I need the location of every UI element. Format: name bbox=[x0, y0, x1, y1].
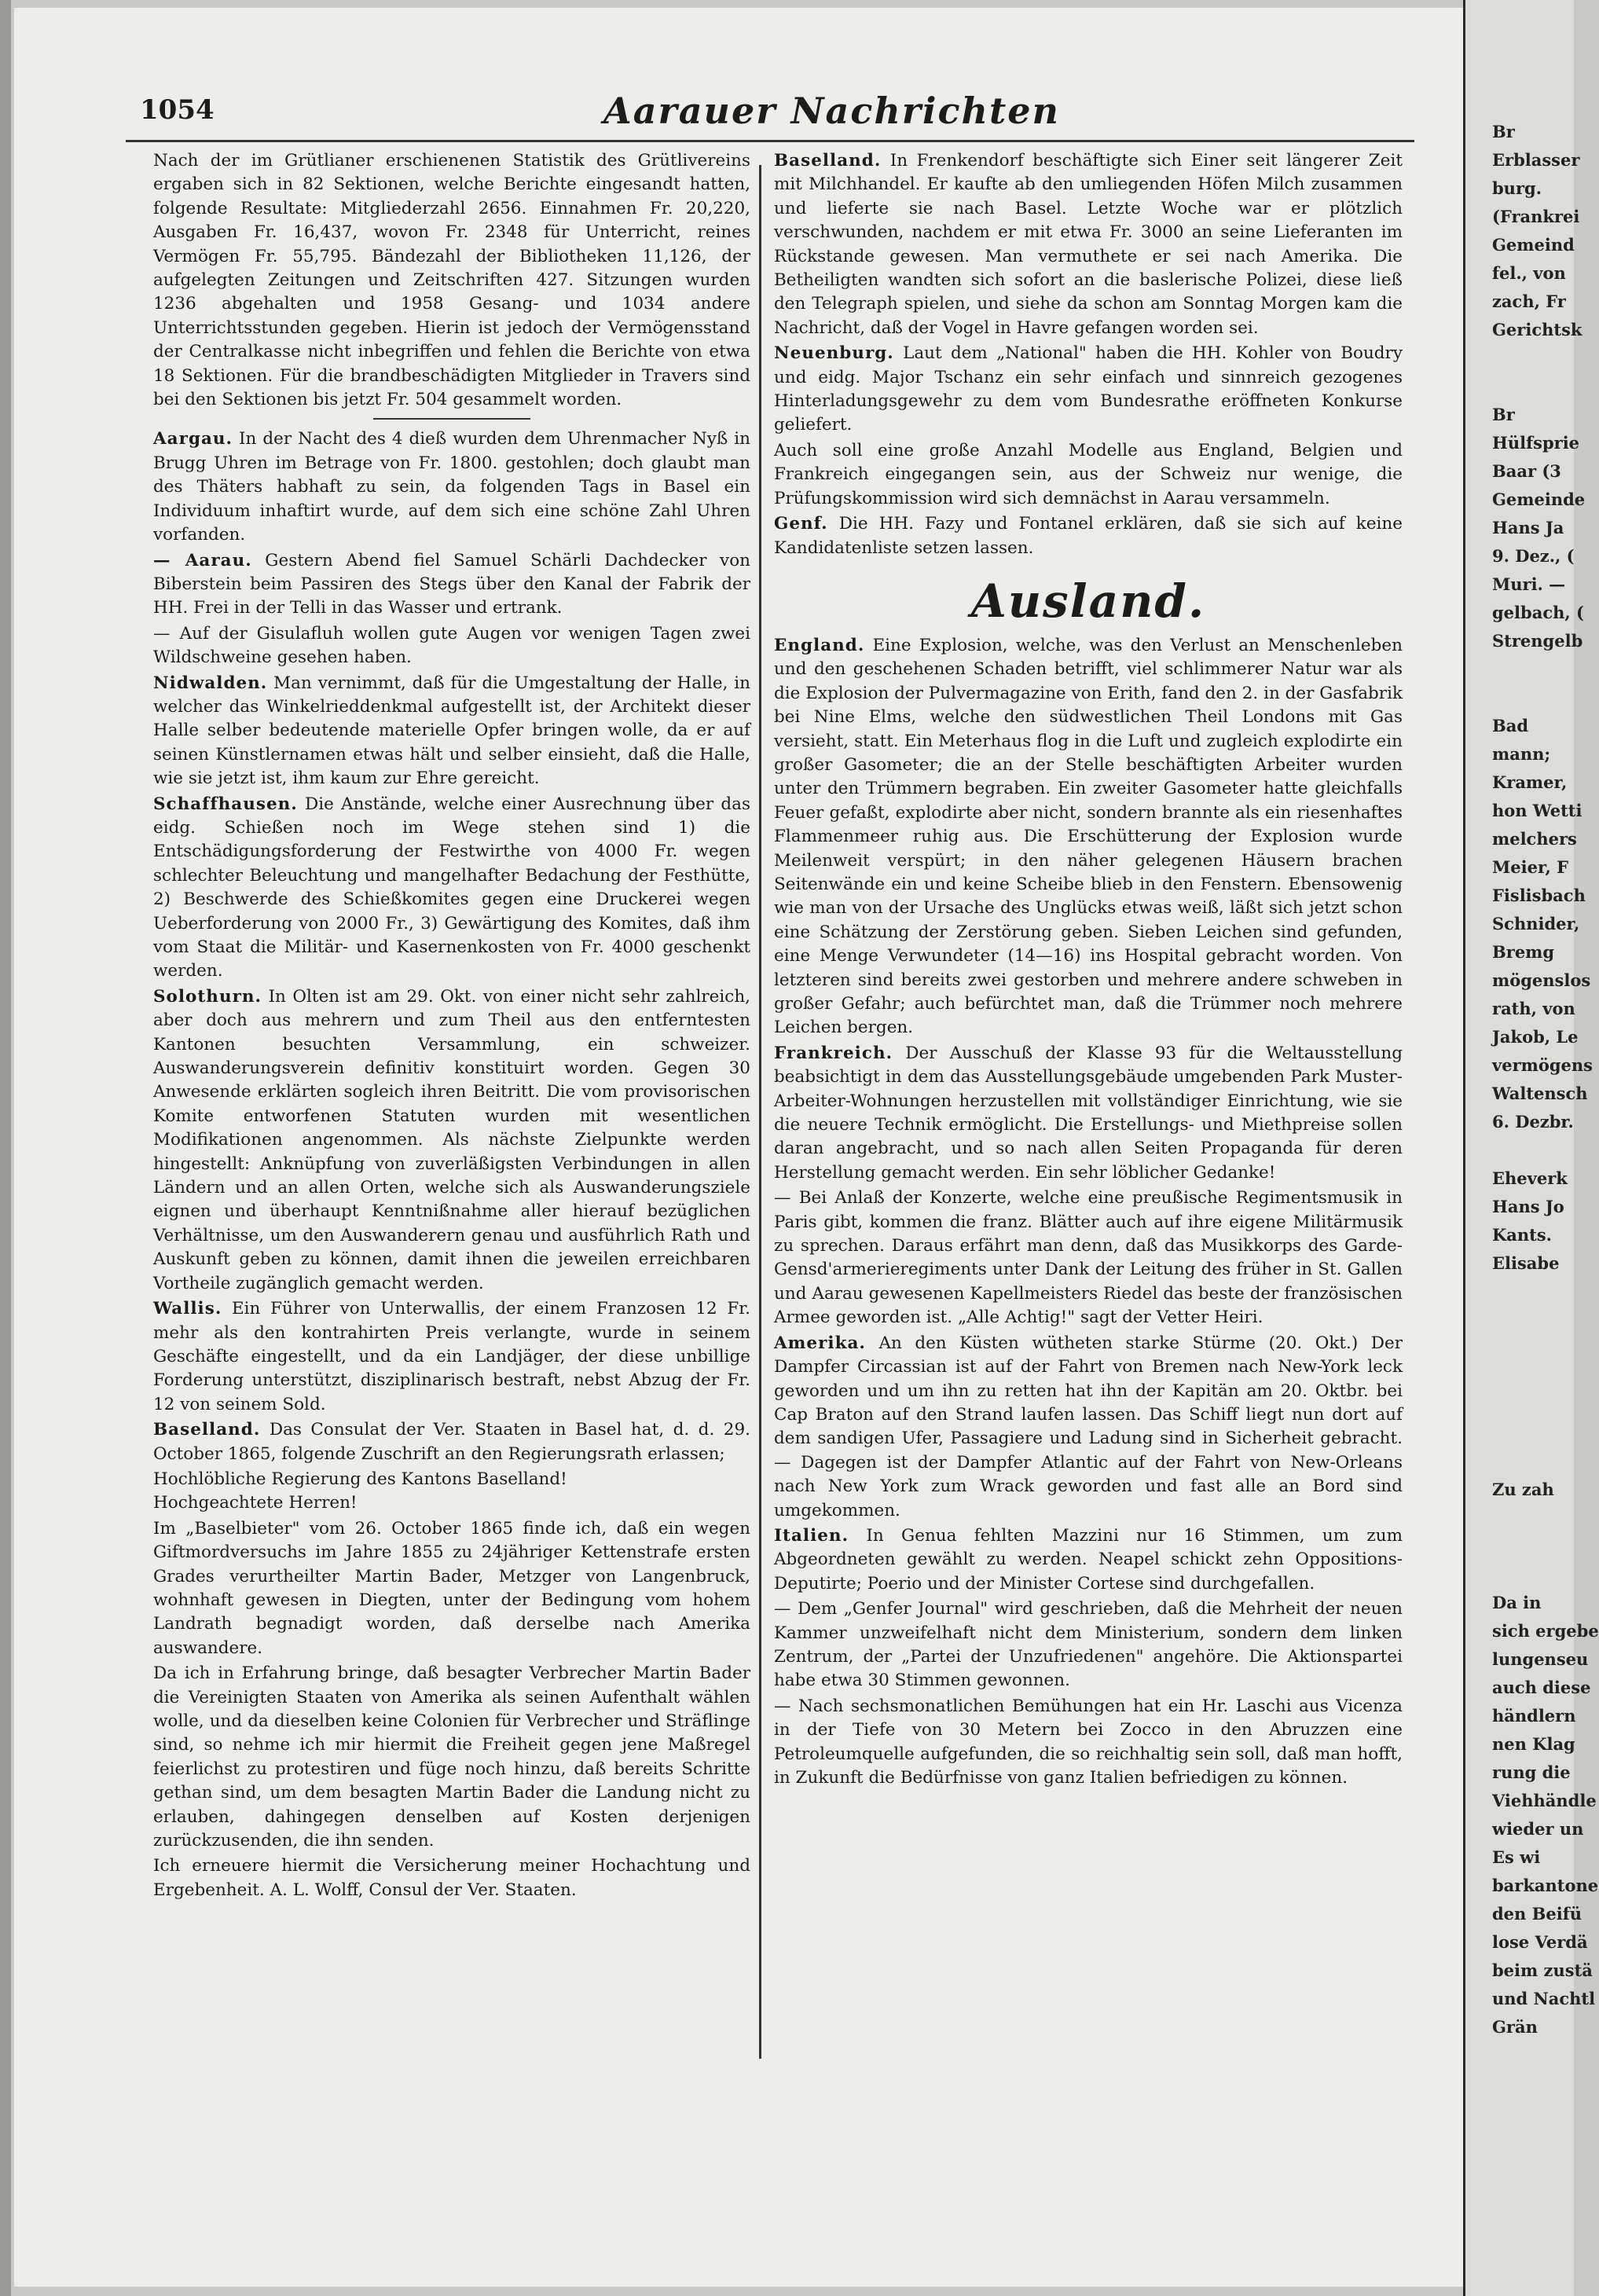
paragraph-text: Der Ausschuß der Klasse 93 für die Weltausstellung beabsichtigt in dem das Ausstellungsgebäude umgebenden Park Muster-Arbeiter-Wohnungen herzustellen mit vollständiger Einrichtung, wie sie die neuere Technik ermöglicht. Die Erstellungs- und Miethpreise sollen daran angebracht, und so nach allen Seiten Propaganda für deren Herstellung gemacht werden. Ein sehr löblicher Gedanke! bbox=[774, 1043, 1403, 1183]
page-header bbox=[116, 90, 1436, 145]
adjacent-page-edge bbox=[1463, 0, 1599, 2296]
paragraph-text: Im „Baselbieter" vom 26. October 1865 finde ich, daß ein wegen Giftmordversuchs im Jahre 1855 zu 24jähriger Kettenstrafe ersten Grades verurtheilter Martin Bader, Metzger von Langenbruck, wohnhaft gewesen in Diegten, unter der Bedingung vom hohem Landrath begnadigt worden, daß derselbe nach Amerika auswandere. bbox=[153, 1518, 750, 1658]
paragraph-text: — Auf der Gisulafluh wollen gute Augen vor wenigen Tagen zwei Wildschweine gesehen haben. bbox=[153, 623, 750, 668]
article-paragraph bbox=[153, 793, 750, 984]
paragraph-text: Gestern Abend fiel Samuel Schärli Dachdecker von Biberstein beim Passiren des Stegs über den Kanal der Fabrik der HH. Frei in der Telli in das Wasser und ertrank. bbox=[153, 550, 750, 618]
article-paragraph bbox=[774, 1597, 1403, 1693]
paragraph-lead: Genf. bbox=[774, 514, 828, 534]
article-paragraph bbox=[153, 672, 750, 791]
paragraph-text: Nach der im Grütlianer erschienenen Statistik des Grütlivereins ergaben sich in 82 Sektionen, welche Berichte eingesandt hatten, folgende Resultate: Mitgliederzahl 2656. Einnahmen Fr. 20,220, Ausgaben Fr. 16,437, wovon Fr. 2348 für Unterricht, reines Vermögen Fr. 55,795. Bändezahl der Bibliotheken 11,126, der aufgelegten Zeitungen und Zeitschriften 427. Sitzungen wurden 1236 abgehalten und 1958 Gesang- und 1034 andere Unterrichtsstunden gegeben. Hierin ist jedoch der Vermögensstand der Centralkasse nicht inbegriffen und fehlen die Berichte von etwa 18 Sektionen. Für die brandbeschädigten Mitglieder in Travers sind bei den Sektionen bis jetzt Fr. 504 gesammelt worden. bbox=[153, 151, 750, 410]
paragraph-text: — Bei Anlaß der Konzerte, welche eine preußische Regimentsmusik in Paris gibt, kommen die franz. Blätter auch auf ihre eigene Militärmusik zu sprechen. Daraus erfährt man denn, daß das Musikkorps des Garde-Gensd'armerieregiments unter Dank der Leitung des früher in St. Gallen und Aarau gewesenen Kapellmeisters Riedel das beste der französischen Armee geworden ist. „Alle Achtig!" sagt der Vetter Heiri. bbox=[774, 1188, 1403, 1328]
article-paragraph bbox=[774, 1524, 1403, 1596]
ausland-heading: Ausland. bbox=[970, 574, 1206, 628]
paragraph-text: Da ich in Erfahrung bringe, daß besagter Verbrecher Martin Bader die Vereinigten Staaten von Amerika als seinen Aufenthalt wählen wolle, und da dieselben keine Colonien für Verbrecher und Sträflinge sind, so nehme ich mir hiermit die Freiheit gegen jene Maßregel feierlichst zu protestiren und füge noch hinzu, daß bereits Schritte gethan sind, um dem besagten Martin Bader die Landung nicht zu erlauben, dahingegen denselben auf Kosten derjenigen zurückzusenden, die ihn senden. bbox=[153, 1663, 750, 1851]
paragraph-text: Ich erneuere hiermit die Versicherung meiner Hochachtung und Ergebenheit. A. L. Wolff, Consul der Ver. Staaten. bbox=[153, 1856, 750, 1900]
paragraph-text: In der Nacht des 4 dieß wurden dem Uhrenmacher Nyß in Brugg Uhren im Betrage von Fr. 1800. gestohlen; doch glaubt man des Thäters habhaft zu sein, da folgenden Tags in Basel ein Individuum inhaftirt wurde, auf dem sich eine schöne Zahl Uhren vorfanden. bbox=[153, 429, 750, 545]
paragraph-text: An den Küsten wütheten starke Stürme (20. Okt.) Der Dampfer Circassian ist auf der Fahrt von Bremen nach New-York leck geworden und um ihn zu retten hat ihn der Kapitän am 20. Oktbr. bei Cap Braton auf den Strand laufen lassen. Das Schiff liegt nun dort auf dem sandigen Ufer, Passagiere und Ladung sind in Sicherheit gebracht. — Dagegen ist der Dampfer Atlantic auf der Fahrt von New-Orleans nach New York zum Wrack geworden und fast alle an Bord sind umgekommen. bbox=[774, 1333, 1403, 1520]
paragraph-lead: Amerika. bbox=[774, 1333, 866, 1353]
newspaper-title: Aarauer Nachrichten bbox=[603, 90, 1060, 132]
paragraph-lead: — Aarau. bbox=[153, 550, 252, 570]
paragraph-text: Die HH. Fazy und Fontanel erklären, daß sie sich auf keine Kandidatenliste setzen lassen. bbox=[774, 514, 1403, 558]
paragraph-text: Das Consulat der Ver. Staaten in Basel hat, d. d. 29. October 1865, folgende Zuschrift an den Regierungsrath erlassen; bbox=[153, 1420, 750, 1464]
article-paragraph bbox=[774, 149, 1403, 340]
paragraph-lead: Baselland. bbox=[153, 1420, 261, 1440]
article-paragraph bbox=[153, 622, 750, 670]
article-paragraph bbox=[153, 1854, 750, 1902]
paragraph-lead: Neuenburg. bbox=[774, 343, 894, 364]
article-paragraph bbox=[153, 1418, 750, 1466]
header-rule bbox=[126, 140, 1414, 142]
right-column bbox=[774, 149, 1403, 2067]
paragraph-text: Die Anstände, welche einer Ausrechnung über das eidg. Schießen noch im Wege stehen sind 1) die Entschädigungsforderung der Festwirthe von 4000 Fr. wegen schlechter Beleuchtung und mangelhafter Bedachung der Festhütte, 2) Beschwerde des Schießkomites gegen eine Druckerei wegen Ueberforderung von 2000 Fr., 3) Gewärtigung des Komites, daß ihm vom Staat die Militär- und Kasernenkosten von Fr. 4000 geschenkt werden. bbox=[153, 794, 751, 981]
left-column bbox=[153, 149, 750, 2067]
paragraph-lead: Nidwalden. bbox=[153, 673, 268, 693]
article-paragraph bbox=[153, 549, 750, 621]
article-paragraph bbox=[774, 1332, 1403, 1523]
paragraph-lead: Wallis. bbox=[153, 1299, 222, 1319]
paragraph-text: Hochlöbliche Regierung des Kantons Baselland! Hochgeachtete Herren! bbox=[153, 1469, 567, 1513]
column-divider bbox=[759, 165, 761, 2059]
paragraph-lead: Schaffhausen. bbox=[153, 794, 298, 814]
article-paragraph bbox=[153, 1297, 750, 1417]
article-paragraph bbox=[153, 1517, 750, 1660]
paragraph-lead: Solothurn. bbox=[153, 986, 262, 1007]
paragraph-text: Ein Führer von Unterwallis, der einem Franzosen 12 Fr. mehr als den kontrahirten Preis verlangte, wurde in seinem Geschäfte eingestellt, und da ein Landjäger, der diese unbillige Forderung unterstützt, disziplinarisch bestraft, nebst Abzug der Fr. 12 von seinem Sold. bbox=[153, 1299, 750, 1414]
paragraph-lead: Frankreich. bbox=[774, 1043, 893, 1063]
paragraph-text: In Olten ist am 29. Okt. von einer nicht sehr zahlreich, aber doch aus mehrern und zum Theil aus den entferntesten Kantonen besuchten Versammlung, ein schweizer. Auswanderungsverein definitiv konstituirt worden. Gegen 30 Anwesende erklärten sogleich ihren Beitritt. Die vom provisorischen Komite entworfenen Statuten wurden mit wesentlichen Modifikationen angenommen. Als nächste Zielpunkte werden hingestellt: Anknüpfung von zuverläßigsten Verbindungen in allen Ländern und an allen Orten, welche sich als Auswanderungsziele eignen und überhaupt Kenntnißnahme aller hierauf bezüglichen Verhältnisse, um den Auswanderern genau und ausführlich Rath und Auskunft geben zu können, damit ihnen die jeweilen erreichbaren Vortheile zugänglich gemacht werden. bbox=[153, 986, 750, 1293]
article-paragraph bbox=[774, 439, 1403, 511]
paragraph-text: — Nach sechsmonatlichen Bemühungen hat ein Hr. Laschi aus Vicenza in der Tiefe von 30 Metern bei Zocco in den Abruzzen eine Petroleumquelle aufgefunden, die so reichhaltig sein soll, daß man hofft, in Zukunft die Bedürfnisse von ganz Italien befriedigen zu können. bbox=[774, 1696, 1403, 1788]
section-rule bbox=[373, 418, 530, 420]
paragraph-text: Auch soll eine große Anzahl Modelle aus England, Belgien und Frankreich eingegangen sein, aus der Schweiz nur wenige, die Prüfungskommission wird sich demnächst in Aarau versammeln. bbox=[774, 440, 1403, 508]
edge-fragments: Br Erblasser burg. (Frankrei Gemeind fel., von zach, Fr Gerichtsk Br Hülfsprie Baar (3 Gemeinde Hans Ja 9. Dez., ( Muri. — gelbach, ( Strengelb Bad mann; Kramer, hon Wetti melchers Meier, F Fislisbach Schnider, Bremg mögenslos rath, von Jakob, Le vermögens Waltensch 6. Dezbr. Eheverk Hans Jo Kants. Elisabe Zu zah Da in sich ergebe lungenseu auch diese händlern nen Klag rung die Viehhändle wieder un Es wi barkantone den Beifü lose Verdä beim zustä und Nachtl Grän bbox=[1492, 122, 1599, 2037]
article-paragraph bbox=[153, 149, 750, 412]
paragraph-text: Man vernimmt, daß für die Umgestaltung der Halle, in welcher das Winkelrieddenkmal aufgestellt ist, der Architekt dieser Halle selber bedeutende materielle Opfer bringen wolle, da er auf seinen Künstlernamen etwas hält und selber einsieht, daß die Halle, wie sie jetzt ist, ihm kaum zur Ehre gereicht. bbox=[153, 673, 750, 789]
article-paragraph bbox=[153, 1468, 750, 1516]
article-paragraph bbox=[774, 512, 1403, 560]
article-paragraph bbox=[774, 342, 1403, 438]
paragraph-text: — Dem „Genfer Journal" wird geschrieben, daß die Mehrheit der neuen Kammer unzweifelhaft nicht dem Ministerium, sondern dem linken Zentrum, der „Partei der Unzufriedenen" angehöre. Die Aktionspartei habe etwa 30 Stimmen gewonnen. bbox=[774, 1599, 1403, 1691]
article-paragraph bbox=[774, 634, 1403, 1040]
paragraph-text: Eine Explosion, welche, was den Verlust an Menschenleben und den geschehenen Schaden betrifft, viel schlimmerer Natur war als die Explosion der Pulvermagazine von Erith, fand den 2. in der Gasfabrik bei Nine Elms, welche den südwestlichen Theil Londons mit Gas versieht, statt. Ein Meterhaus flog in die Luft und zugleich explodirte ein großer Gasometer; die an der Stelle beschäftigten Arbeiter wurden unter den Trümmern begraben. Ein zweiter Gasometer hatte gleichfalls Feuer gefaßt, explodirte aber nicht, sondern brannte als ein riesenhaftes Flammenmeer ruhig aus. Die Erschütterung der Explosion wurde Meilenweit verspürt; in den näher gelegenen Häusern brachen Seitenwände ein und keine Scheibe blieb in den Fenstern. Ebensowenig wie man von der Ursache des Unglücks etwas weiß, läßt sich jetzt schon eine Schätzung der Zerstörung geben. Sieben Leichen sind gefunden, eine Menge Verwundeter (14—16) ins Hospital gebracht worden. Von letzteren sind bereits zwei gestorben und mehrere andere schweben in großer Gefahr; auch befürchtet man, daß die Trümmer noch mehrere Leichen bergen. bbox=[774, 635, 1403, 1038]
paragraph-text: Laut dem „National" haben die HH. Kohler von Boudry und eidg. Major Tschanz ein sehr einfach und sinnreich gezogenes Hinterladungsgewehr zu dem vom Bundesrathe eröffneten Konkurse geliefert. bbox=[774, 343, 1403, 435]
article-paragraph bbox=[774, 1695, 1403, 1791]
paragraph-lead: Baselland. bbox=[774, 151, 882, 171]
article-paragraph bbox=[153, 985, 750, 1296]
paragraph-text: In Frenkendorf beschäftigte sich Einer seit längerer Zeit mit Milchhandel. Er kaufte ab den umliegenden Höfen Milch zusammen und lieferte sie nach Basel. Letzte Woche war er plötzlich verschwunden, nachdem er mit etwa Fr. 3000 an seine Lieferanten im Rückstande gewesen. Man vermuthete er sei nach Amerika. Die Betheiligten wandten sich sofort an die baslerische Polizei, diese ließ den Telegraph spielen, und siehe da schon am Sonntag Morgen kam die Nachricht, daß der Vogel in Havre gefangen worden sei. bbox=[774, 151, 1403, 338]
paragraph-lead: Aargau. bbox=[153, 429, 233, 449]
article-paragraph bbox=[774, 1187, 1403, 1330]
article-paragraph bbox=[774, 1042, 1403, 1185]
paragraph-text: In Genua fehlten Mazzini nur 16 Stimmen, um zum Abgeordneten gewählt zu werden. Neapel schickt zehn Oppositions-Deputirte; Poerio und der Minister Cortese sind durchgefallen. bbox=[774, 1525, 1403, 1594]
article-paragraph bbox=[153, 427, 750, 547]
paragraph-lead: Italien. bbox=[774, 1525, 849, 1546]
page-number: 1054 bbox=[140, 94, 215, 126]
paragraph-lead: England. bbox=[774, 635, 865, 655]
article-paragraph bbox=[153, 1662, 750, 1853]
page-shadow bbox=[0, 0, 11, 2296]
